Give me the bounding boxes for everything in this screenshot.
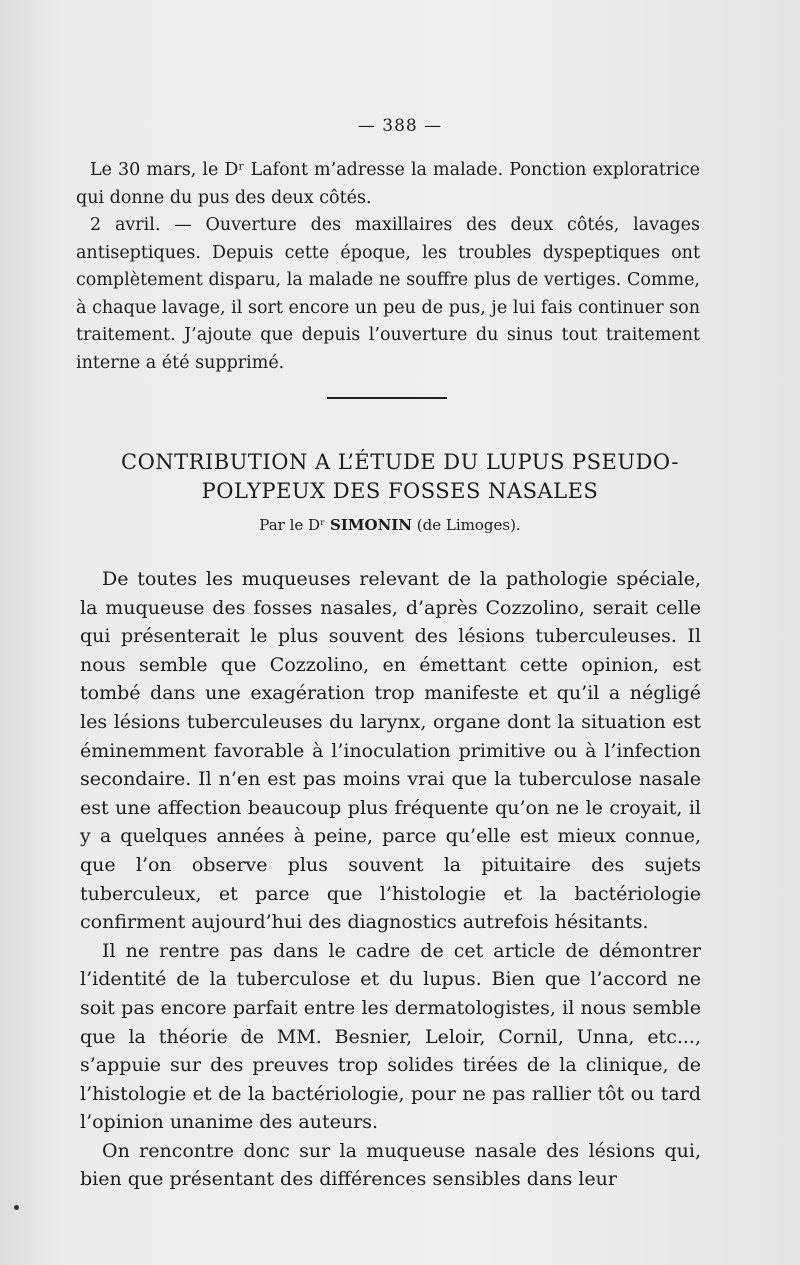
case-report-continuation bbox=[76, 157, 700, 377]
margin-mark bbox=[14, 1205, 19, 1210]
section-divider bbox=[327, 397, 447, 399]
paragraph: Le 30 mars, le Dʳ Lafont m’adresse la malade. Ponction exploratrice qui donne du pus des deux côtés. bbox=[76, 160, 700, 208]
title-line: POLYPEUX DES FOSSES NASALES bbox=[201, 479, 599, 503]
paragraph: Il ne rentre pas dans le cadre de cet article de démontrer l’identité de la tuberculose et du lupus. Bien que l’accord ne soit pas encore parfait entre les dermatologistes, il nous semble que la théorie de MM. Besnier, Leloir, Cornil, Unna, etc..., s’appuie sur des preuves trop solides tirées de la clinique, de l’histologie et de la bactériologie, pour ne pas rallier tôt ou tard l’opinion unanime des auteurs. bbox=[80, 939, 701, 1134]
byline-suffix: (de Limoges). bbox=[412, 516, 521, 534]
paragraph: 2 avril. — Ouverture des maxillaires des deux côtés, lavages antiseptiques. Depuis cette époque, les troubles dyspeptiques ont complètement disparu, la malade ne souffre plus de vertiges. Comme, à chaque lavage, il sort encore un peu de pus, je lui fais continuer son traitement. J’ajoute que depuis l’ouverture du sinus tout traitement interne a été supprimé. bbox=[76, 215, 700, 373]
author-name: SIMONIN bbox=[330, 516, 413, 534]
paragraph: De toutes les muqueuses relevant de la pathologie spéciale, la muqueuse des fosses nasales, d’après Cozzolino, serait celle qui présenterait le plus souvent des lésions tuberculeuses. Il nous semble que Cozzolino, en émettant cette opinion, est tombé dans une exagération trop manifeste et qu’il a négligé les lésions tuberculeuses du larynx, organe dont la situation est éminemment favorable à l’inoculation primitive ou à l’infection secondaire. Il n’en est pas moins vrai que la tuberculose nasale est une affection beaucoup plus fréquente qu’on ne le croyait, il y a quelques années à peine, parce qu’elle est mieux connue, que l’on observe plus souvent la pituitaire des sujets tuberculeux, et parce que l’histologie et la bactériologie confirment aujourd’hui des diagnostics autrefois hésitants. bbox=[80, 568, 701, 934]
article-body bbox=[80, 565, 701, 1194]
paragraph: On rencontre donc sur la muqueuse nasale des lésions qui, bien que présentant des différences sensibles dans leur bbox=[80, 1139, 701, 1191]
byline-prefix: Par le Dʳ bbox=[259, 516, 331, 534]
byline bbox=[0, 516, 780, 534]
article-title bbox=[80, 448, 720, 506]
page-number: — 388 — bbox=[357, 116, 443, 136]
title-line: CONTRIBUTION A L’ÉTUDE DU LUPUS PSEUDO- bbox=[121, 450, 679, 474]
